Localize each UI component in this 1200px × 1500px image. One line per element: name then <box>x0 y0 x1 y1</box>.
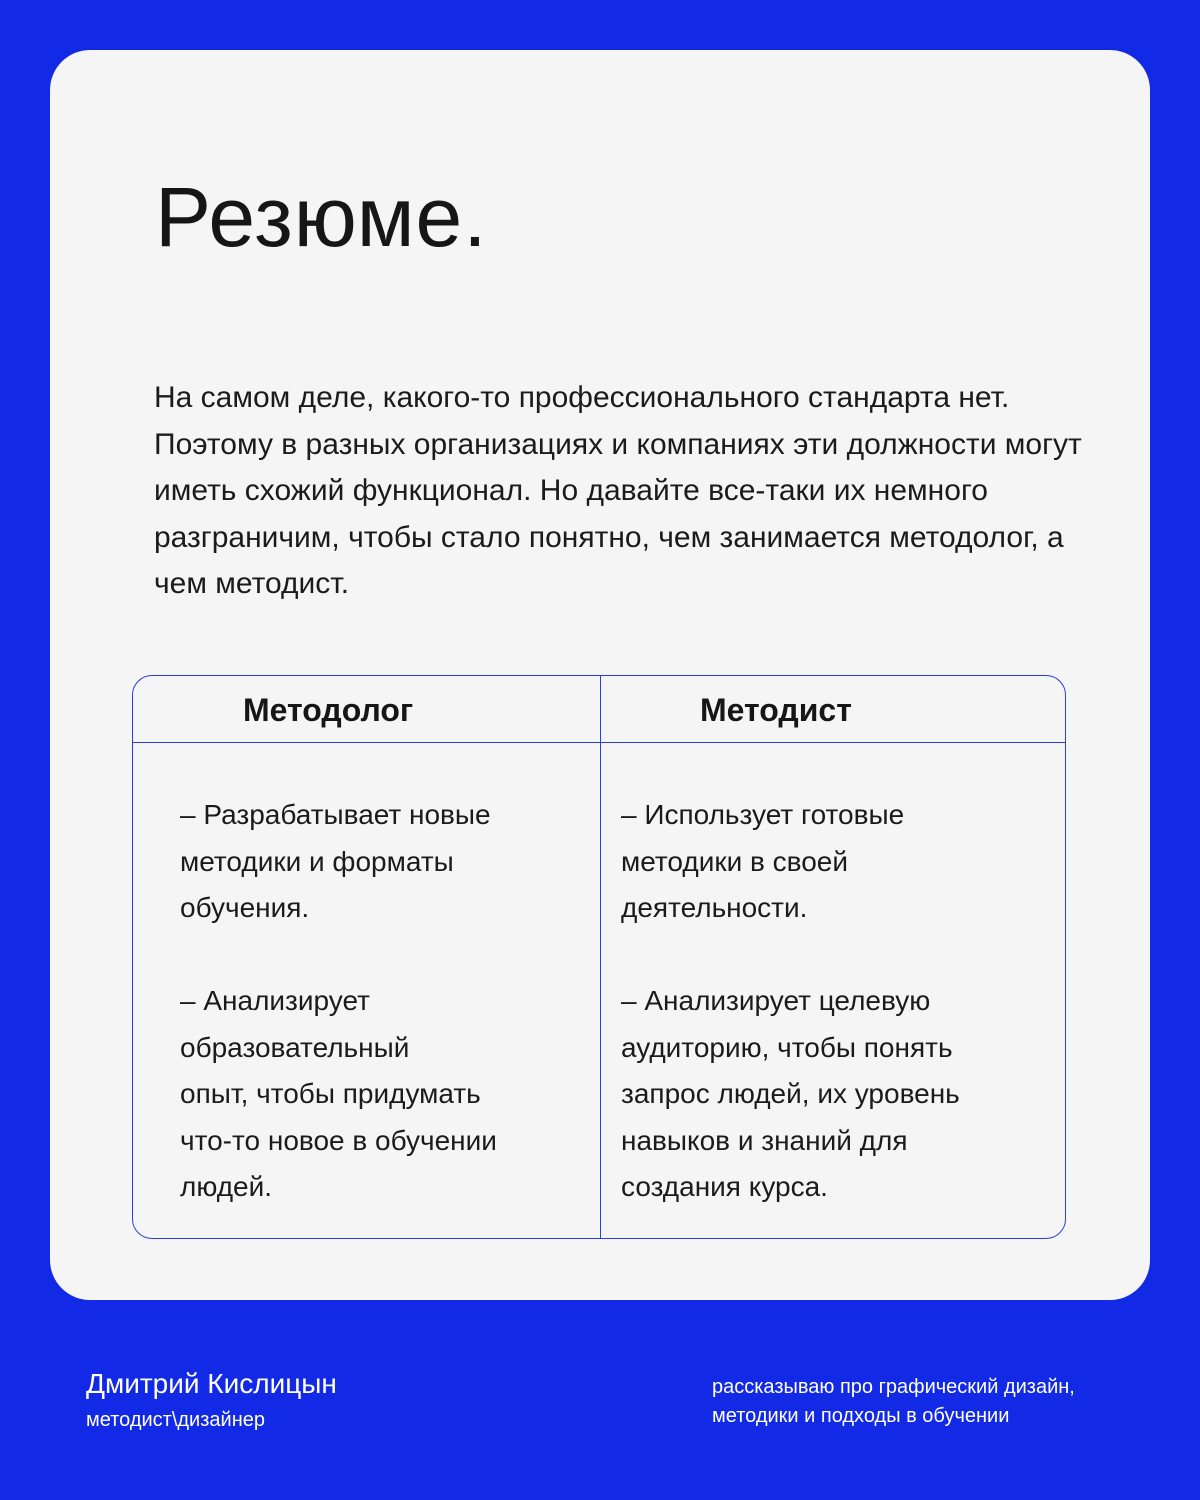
comparison-table <box>132 675 1066 1239</box>
column-divider <box>600 676 601 1238</box>
methodist-point-uses: – Использует готовые методики в своей деятельности. <box>621 799 905 923</box>
footer-tagline: рассказываю про графический дизайн, методики и подходы в обучении <box>712 1376 1075 1427</box>
page-title: Резюме. <box>155 170 488 264</box>
header-divider <box>133 742 1065 743</box>
author-role: методист\дизайнер <box>86 1409 265 1431</box>
methodologist-heading: Методолог <box>243 692 414 728</box>
methodologist-point-analyzes: – Анализирует образовательный опыт, чтобы придумать что-то новое в обучении людей. <box>180 985 497 1202</box>
methodologist-point-develops: – Разрабатывает новые методики и форматы обучения. <box>180 799 491 923</box>
methodist-point-analyzes: – Анализирует целевую аудиторию, чтобы понять запрос людей, их уровень навыков и знаний для создания курса. <box>621 985 960 1202</box>
author-name: Дмитрий Кислицын <box>86 1368 337 1399</box>
methodologist-cell <box>180 792 580 1211</box>
methodist-heading: Методист <box>700 692 852 728</box>
methodist-cell <box>621 792 1041 1211</box>
content-card <box>50 50 1150 1300</box>
intro-paragraph: На самом деле, какого-то профессионального стандарта нет. Поэтому в разных организациях и компаниях эти должности могут иметь схожий функционал. Но давайте все-таки их немного разграничим, чтобы стало понятно, чем занимается методолог, а чем методист. <box>154 381 1082 600</box>
